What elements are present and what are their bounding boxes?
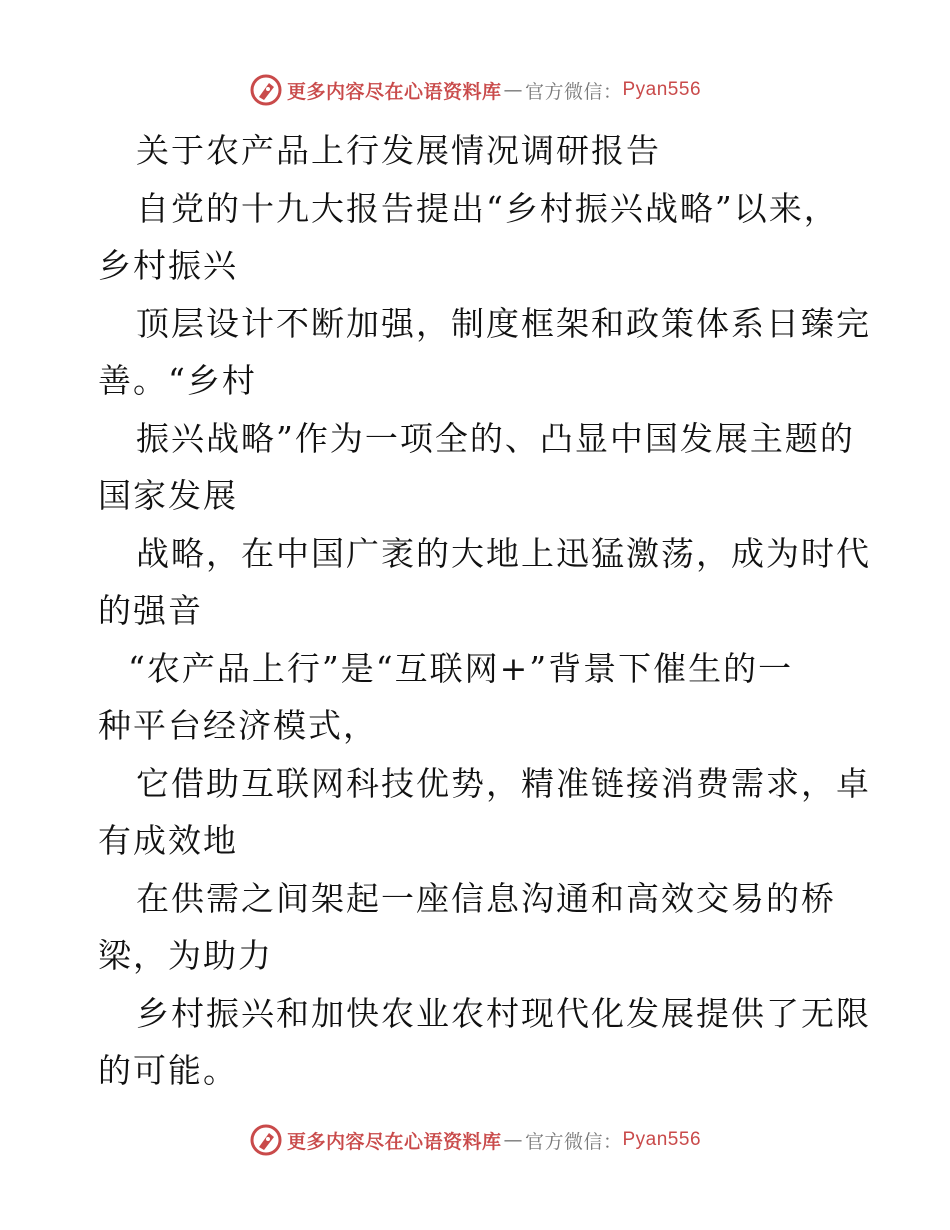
- paragraph-line: 乡村振兴和加快农业农村现代化发展提供了无限: [136, 993, 871, 1033]
- watermark-label: 官方微信：: [524, 1130, 623, 1153]
- paragraph-line: 国家发展: [98, 476, 238, 515]
- watermark-wechat-id: Pyan556: [622, 1129, 702, 1150]
- document-body: [98, 122, 871, 1100]
- paragraph-line: 乡村振兴: [98, 246, 238, 285]
- pen-nib-logo-icon: [249, 1123, 283, 1157]
- watermark-wechat-id: Pyan556: [622, 79, 702, 100]
- paragraph-line: 振兴战略”作为一项全的、凸显中国发展主题的: [136, 418, 855, 458]
- paragraph-line: 在供需之间架起一座信息沟通和高效交易的桥: [136, 878, 836, 918]
- document-title: 关于农产品上行发展情况调研报告: [136, 131, 661, 170]
- paragraph-line: 种平台经济模式，: [98, 706, 378, 745]
- header-watermark: [0, 70, 950, 110]
- paragraph-line: 有成效地: [98, 821, 238, 860]
- paragraph-line: “农产品上行”是“互联网+”背景下催生的一: [128, 648, 794, 688]
- paragraph-line: 的可能。: [98, 1051, 238, 1090]
- watermark-label: 官方微信：: [524, 80, 623, 103]
- watermark-brand: 更多内容尽在心语资料库: [286, 80, 502, 103]
- paragraph-line: 自党的十九大报告提出“乡村振兴战略”以来，: [136, 188, 839, 228]
- paragraph-line: 它借助互联网科技优势，精准链接消费需求，卓: [136, 763, 871, 803]
- paragraph-line: 战略，在中国广袤的大地上迅猛激荡，成为时代: [136, 533, 871, 573]
- footer-watermark: [0, 1120, 950, 1160]
- watermark-brand: 更多内容尽在心语资料库: [286, 1130, 502, 1153]
- watermark-separator: —: [503, 79, 523, 101]
- pen-nib-logo-icon: [249, 73, 283, 107]
- paragraph-line: 的强音: [98, 591, 203, 630]
- paragraph-line: 顶层设计不断加强，制度框架和政策体系日臻完: [136, 303, 871, 343]
- paragraph-line: 善。“乡村: [98, 361, 257, 400]
- watermark-separator: —: [503, 1129, 523, 1151]
- paragraph-line: 梁，为助力: [98, 936, 273, 975]
